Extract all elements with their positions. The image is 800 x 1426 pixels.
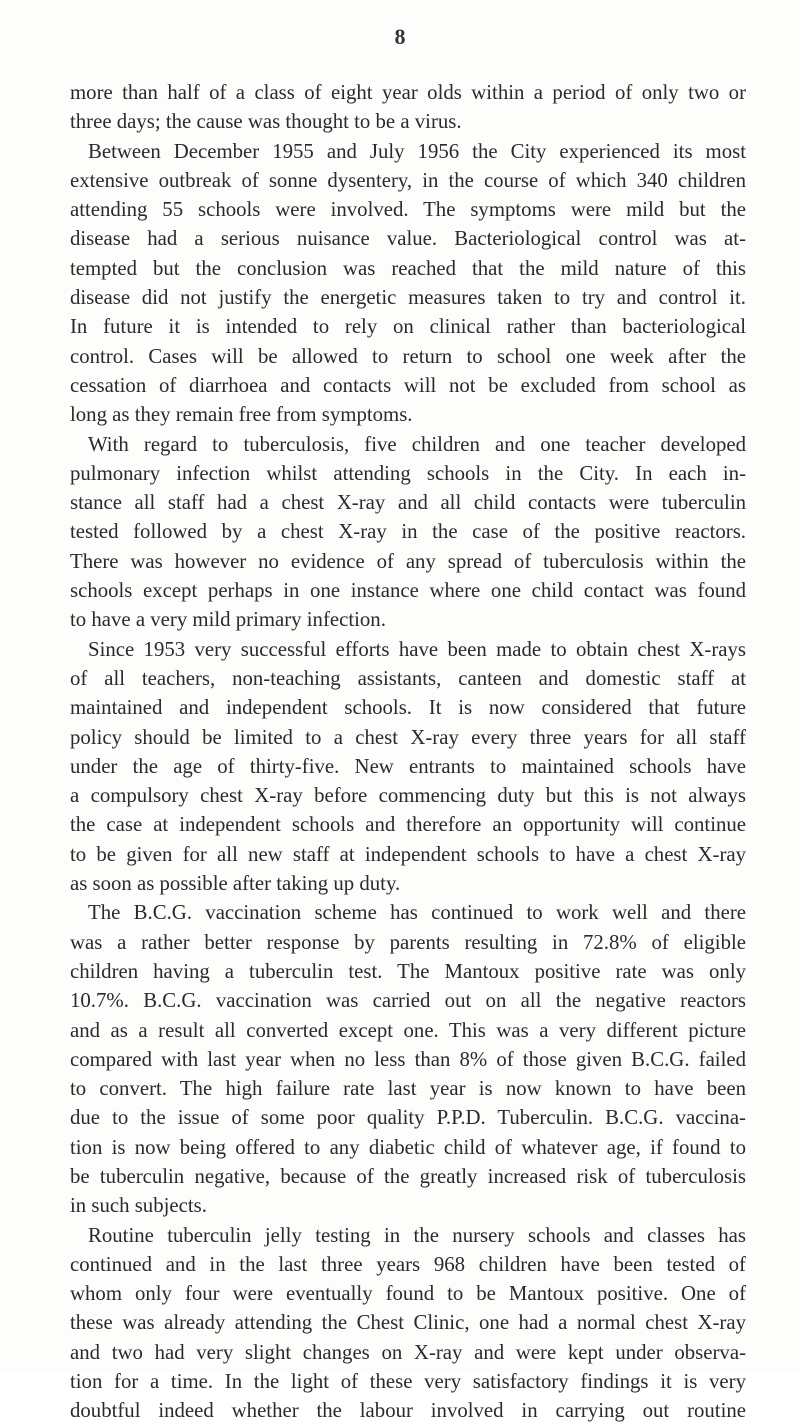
- text-line: tion for a time. In the light of these very satisfactory findings it is very: [70, 1370, 746, 1394]
- text-line: long as they remain free from symptoms.: [70, 403, 413, 427]
- text-line: more than half of a class of eight year olds within a period of only two or: [70, 81, 746, 104]
- text-line: these was already attending the Chest Clinic, one had a normal chest X-ray: [70, 1311, 746, 1335]
- text-line: pulmonary infection whilst attending schools in the City. In each in-: [70, 461, 746, 485]
- text-line: control. Cases will be allowed to return to school one week after the: [70, 344, 746, 368]
- text-line: be tuberculin negative, because of the greatly increased risk of tuberculosis: [70, 1164, 746, 1188]
- page-number: 8: [394, 24, 406, 49]
- text-line: tion is now being offered to any diabetic child of whatever age, if found to: [70, 1135, 746, 1159]
- paragraph: [70, 1221, 746, 1426]
- text-line: tempted but the conclusion was reached that the mild nature of this: [70, 256, 746, 280]
- text-line: Since 1953 very successful efforts have been made to obtain chest X-rays: [88, 637, 746, 661]
- text-line: cessation of diarrhoea and contacts will not be excluded from school as: [70, 373, 746, 397]
- text-line: The B.C.G. vaccination scheme has continued to work well and there: [88, 901, 746, 925]
- text-line: disease did not justify the energetic measures taken to try and control it.: [70, 286, 746, 310]
- text-line: in such subjects.: [70, 1194, 207, 1218]
- text-line: continued and in the last three years 968 children have been tested of: [70, 1252, 746, 1276]
- text-line: and as a result all converted except one. This was a very different picture: [70, 1018, 746, 1042]
- text-line: There was however no evidence of any spread of tuberculosis within the: [70, 549, 746, 573]
- text-line: to have a very mild primary infection.: [70, 608, 386, 632]
- text-line: the case at independent schools and therefore an opportunity will continue: [70, 813, 746, 837]
- text-line: disease had a serious nuisance value. Bacteriological control was at-: [70, 227, 746, 251]
- text-line: three days; the cause was thought to be a virus.: [70, 110, 462, 134]
- body-text: [70, 78, 746, 1426]
- text-line: due to the issue of some poor quality P.P.D. Tuberculin. B.C.G. vaccina-: [70, 1106, 746, 1130]
- text-line: Between December 1955 and July 1956 the City experienced its most: [88, 139, 746, 163]
- paragraph: [70, 635, 746, 899]
- text-line: whom only four were eventually found to be Mantoux positive. One of: [70, 1282, 746, 1306]
- text-line: to be given for all new staff at independent schools to have a chest X-ray: [70, 842, 746, 866]
- text-line: Routine tuberculin jelly testing in the nursery schools and classes has: [88, 1223, 746, 1247]
- text-line: policy should be limited to a chest X-ray every three years for all staff: [70, 725, 746, 749]
- text-line: under the age of thirty-five. New entrants to maintained schools have: [70, 754, 746, 778]
- text-line: and two had very slight changes on X-ray and were kept under observa-: [70, 1340, 746, 1364]
- paragraph: [70, 898, 746, 1220]
- text-line: schools except perhaps in one instance where one child contact was found: [70, 579, 746, 603]
- text-line: extensive outbreak of sonne dysentery, in the course of which 340 children: [70, 168, 746, 192]
- paragraph: [70, 430, 746, 635]
- paragraph: [70, 78, 746, 137]
- text-line: attending 55 schools were involved. The symptoms were mild but the: [70, 198, 746, 222]
- text-line: With regard to tuberculosis, five children and one teacher developed: [88, 432, 746, 456]
- text-line: a compulsory chest X-ray before commencing duty but this is not always: [70, 784, 746, 808]
- text-line: maintained and independent schools. It is now considered that future: [70, 696, 746, 720]
- text-line: In future it is intended to rely on clinical rather than bacteriological: [70, 315, 746, 339]
- text-line: to convert. The high failure rate last year is now known to have been: [70, 1077, 746, 1101]
- text-line: of all teachers, non-teaching assistants, canteen and domestic staff at: [70, 666, 746, 690]
- text-line: as soon as possible after taking up duty.: [70, 872, 401, 896]
- text-line: doubtful indeed whether the labour involved in carrying out routine: [70, 1399, 746, 1423]
- text-line: children having a tuberculin test. The Mantoux positive rate was only: [70, 959, 746, 983]
- paragraph: [70, 137, 746, 430]
- text-line: tested followed by a chest X-ray in the case of the positive reactors.: [70, 520, 746, 544]
- text-line: was a rather better response by parents resulting in 72.8% of eligible: [70, 930, 746, 954]
- text-line: stance all staff had a chest X-ray and all child contacts were tuberculin: [70, 491, 746, 515]
- text-line: compared with last year when no less than 8% of those given B.C.G. failed: [70, 1047, 746, 1071]
- text-line: 10.7%. B.C.G. vaccination was carried out on all the negative reactors: [70, 989, 746, 1013]
